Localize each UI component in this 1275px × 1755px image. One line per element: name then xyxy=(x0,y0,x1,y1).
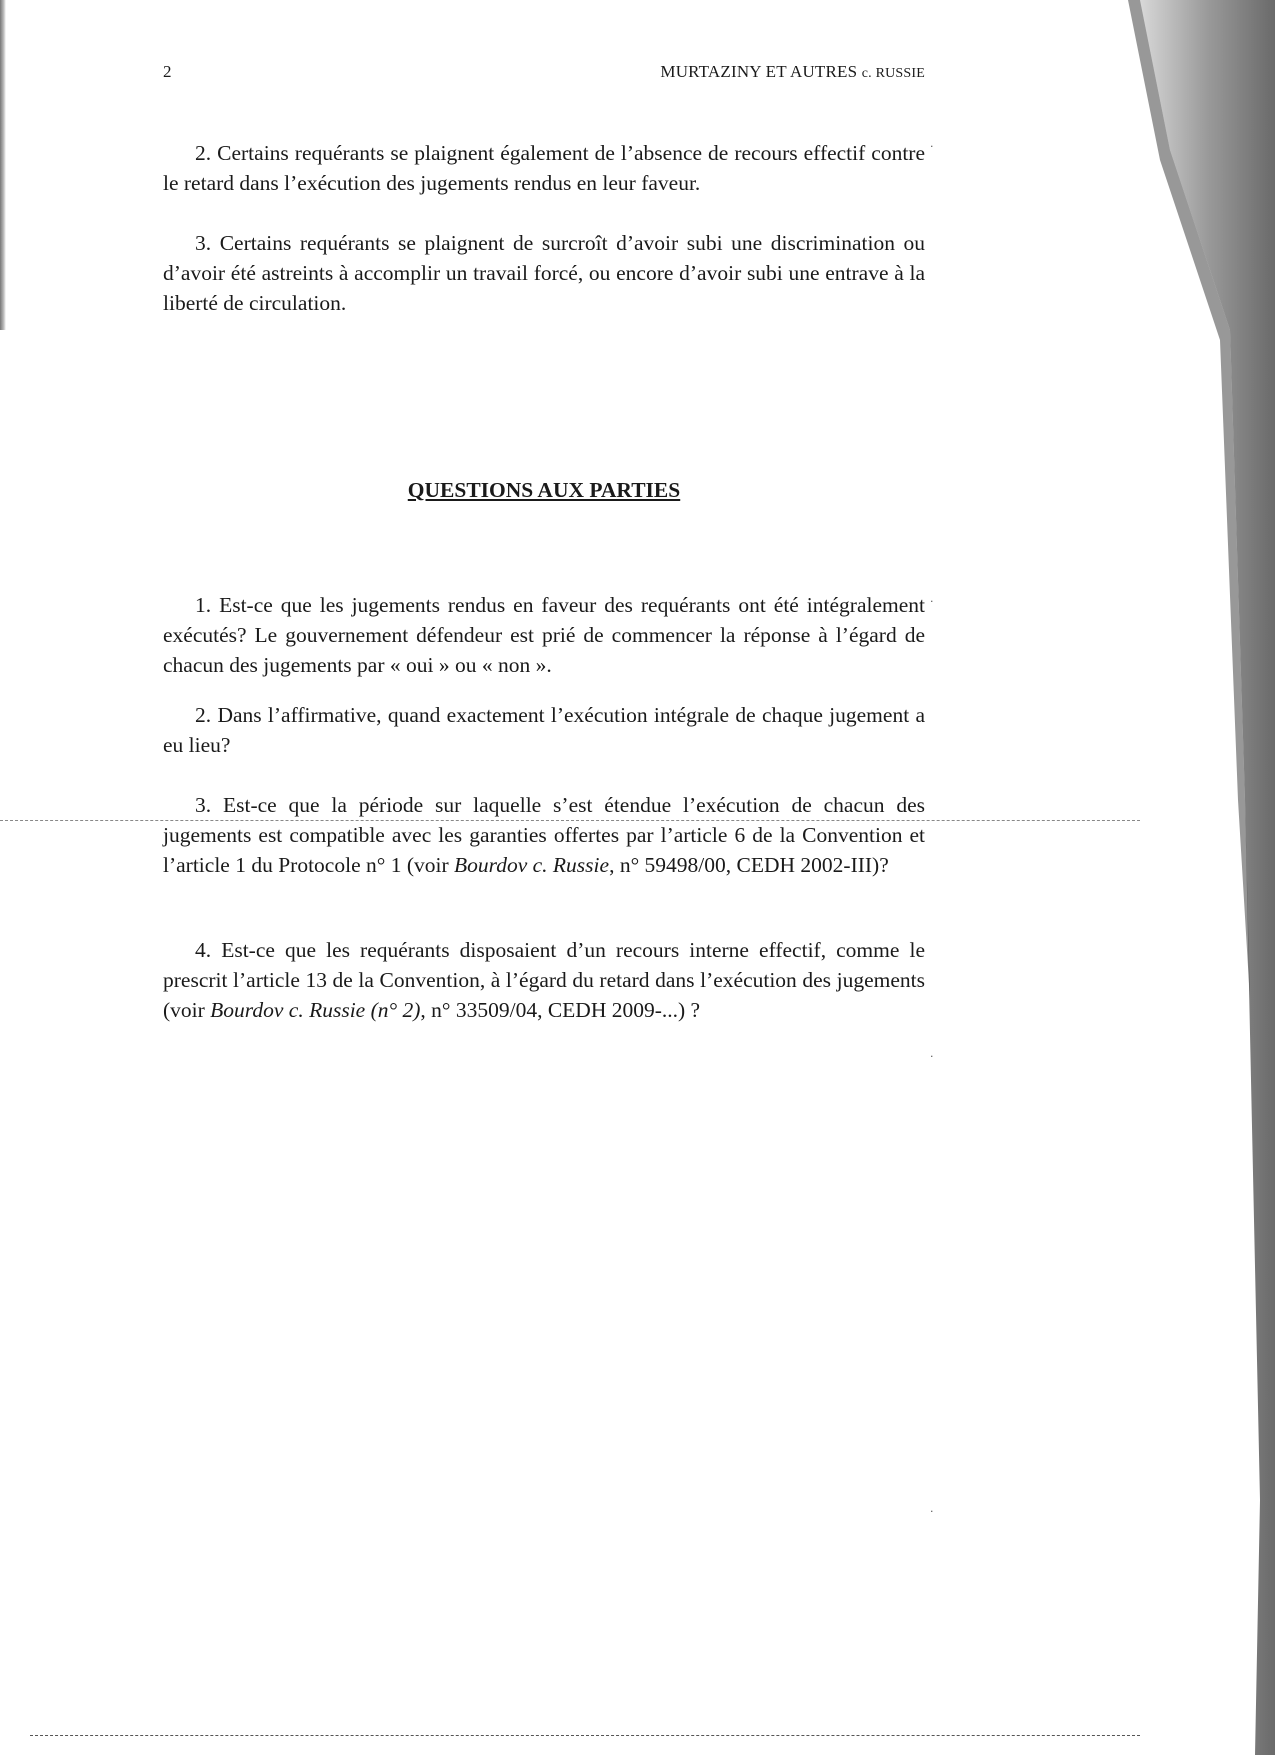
question-1 xyxy=(163,590,925,680)
scan-fold-shadow xyxy=(1000,0,1275,1755)
question-text: Est-ce que la période sur laquelle s’est étendue l’exécution de chacun des jugements est compatible avec les garanties offertes par l’article 6 de la Convention et l’article 1 du Protocole n° 1 (voir xyxy=(163,793,926,877)
scan-speck: · xyxy=(930,595,934,608)
question-text-end: , n° 33509/04, CEDH 2009-...) ? xyxy=(420,998,701,1022)
scan-speck: · xyxy=(930,1505,934,1518)
running-title xyxy=(660,62,925,82)
question-text: Est-ce que les requérants disposaient d’un recours interne effectif, comme le prescrit l’article 13 de la Convention, à l’égard du retard dans l’exécution des jugements (voir xyxy=(163,938,926,1022)
page-number: 2 xyxy=(163,62,172,81)
question-3 xyxy=(163,790,925,880)
scan-edge-shadow xyxy=(0,0,6,330)
case-citation: Bourdov c. Russie xyxy=(454,853,610,877)
question-text-end: , n° 59498/00, CEDH 2002-III)? xyxy=(609,853,889,877)
page-header xyxy=(163,62,925,86)
complaint-number: 2. xyxy=(195,141,212,165)
scan-speck: · xyxy=(930,1050,934,1063)
scan-scratch-line xyxy=(0,820,1140,821)
question-number: 2. xyxy=(195,703,212,727)
running-title-small: c. RUSSIE xyxy=(861,66,925,81)
complaint-text: Certains requérants se plaignent de surcroît d’avoir subi une discrimination ou d’avoir été astreints à accomplir un travail forcé, ou encore d’avoir subi une entrave à la liberté de circulation. xyxy=(163,231,925,315)
question-text: Est-ce que les jugements rendus en faveur des requérants ont été intégralement exécutés? Le gouvernement défendeur est prié de commencer la réponse à l’égard de chacun des jugements par « oui » ou « non ». xyxy=(163,593,925,677)
question-text: Dans l’affirmative, quand exactement l’exécution intégrale de chaque jugement a eu lieu? xyxy=(163,703,926,757)
question-2 xyxy=(163,700,925,760)
complaint-paragraph-3 xyxy=(163,228,925,318)
scan-speck: · xyxy=(930,140,934,153)
complaint-paragraph-2 xyxy=(163,138,925,198)
scan-bottom-edge xyxy=(30,1735,1140,1736)
question-number: 3. xyxy=(195,793,212,817)
question-number: 1. xyxy=(195,593,212,617)
section-title: QUESTIONS AUX PARTIES xyxy=(407,478,681,502)
complaint-number: 3. xyxy=(195,231,212,255)
question-4 xyxy=(163,935,925,1025)
running-title-main: MURTAZINY ET AUTRES xyxy=(660,62,858,81)
case-citation: Bourdov c. Russie (n° 2) xyxy=(210,998,421,1022)
question-number: 4. xyxy=(195,938,212,962)
complaint-text: Certains requérants se plaignent également de l’absence de recours effectif contre le retard dans l’exécution des jugements rendus en leur faveur. xyxy=(163,141,926,195)
